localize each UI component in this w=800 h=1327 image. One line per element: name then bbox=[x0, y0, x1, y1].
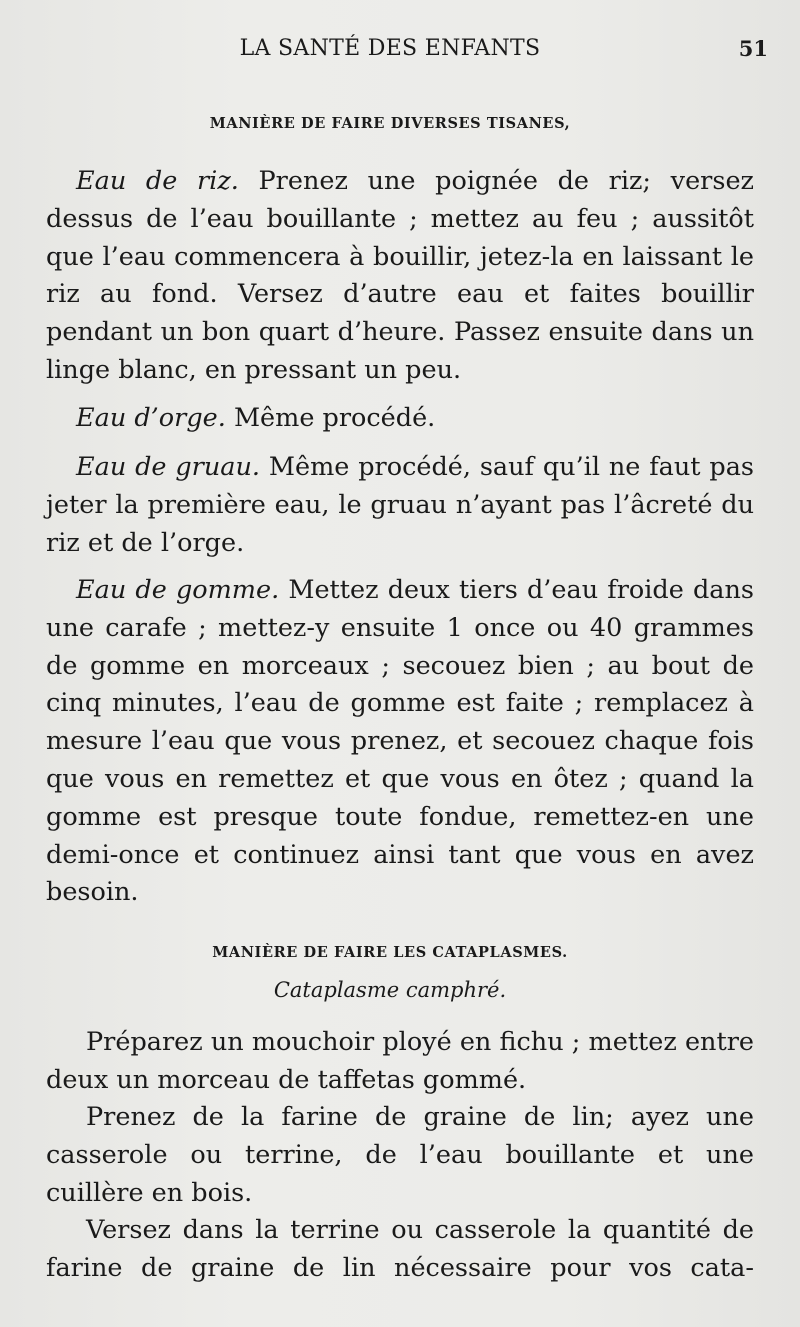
section-heading-cataplasmes: MANIÈRE DE FAIRE LES CATAPLASMES. bbox=[212, 944, 568, 961]
paragraph-lead: Eau de gomme. bbox=[76, 575, 280, 605]
paragraph-mouchoir: Préparez un mouchoir ployé en fichu ; mettez entre deux un morceau de taffetas gommé. bbox=[46, 1027, 754, 1095]
paragraph-eau-de-gruau bbox=[46, 449, 754, 562]
page-number: 51 bbox=[738, 36, 768, 61]
paragraph-eau-d-orge bbox=[46, 400, 754, 438]
paragraph-lead: Eau d’orge. bbox=[76, 403, 226, 433]
section-heading-tisanes: MANIÈRE DE FAIRE DIVERSES TISANES, bbox=[209, 115, 571, 132]
paragraph-farine: Prenez de la farine de graine de lin; ayez une casserole ou terrine, de l’eau bouillante et une cuillère en bois. bbox=[46, 1102, 754, 1208]
paragraph-text: Prenez une poignée de riz; versez dessus de l’eau bouillante ; mettez au feu ; aussitôt que l’eau commencera à bouillir, jetez-la en laissant le riz au fond. Versez d’autre eau et faites bouillir pendant un bon quart d’heure. Passez ensuite dans un linge blanc, en pressant un peu. bbox=[46, 166, 754, 385]
paragraph-lead: Eau de riz. bbox=[76, 166, 239, 196]
subheading-cataplasme-camphre: Cataplasme camphré. bbox=[273, 978, 507, 1002]
paragraph-text: Mettez deux tiers d’eau froide dans une carafe ; mettez-y ensuite 1 once ou 40 grammes de gomme en morceaux ; secouez bien ; au bout de cinq minutes, l’eau de gomme est faite ; remplacez à mesure l’eau que vous prenez, et secouez chaque fois que vous en remettez et que vous en ôtez ; quand la gomme est presque toute fondue, remettez-en une demi-once et continuez ainsi tant que vous en avez besoin. bbox=[46, 575, 754, 908]
running-title: LA SANTÉ DES ENFANTS bbox=[239, 36, 541, 61]
paragraph-text: Même procédé. bbox=[225, 403, 436, 433]
paragraph-eau-de-riz bbox=[46, 163, 754, 390]
paragraph-eau-de-gomme bbox=[46, 572, 754, 912]
page-header bbox=[0, 34, 800, 68]
paragraph-lead: Eau de gruau. bbox=[76, 452, 261, 482]
paragraph-text: Même procédé, sauf qu’il ne faut pas jeter la première eau, le gruau n’ayant pas l’âcreté du riz et de l’orge. bbox=[46, 452, 754, 558]
paragraph-terrine: Versez dans la terrine ou casserole la quantité de farine de graine de lin nécessaire pour vos cata- bbox=[46, 1215, 754, 1283]
